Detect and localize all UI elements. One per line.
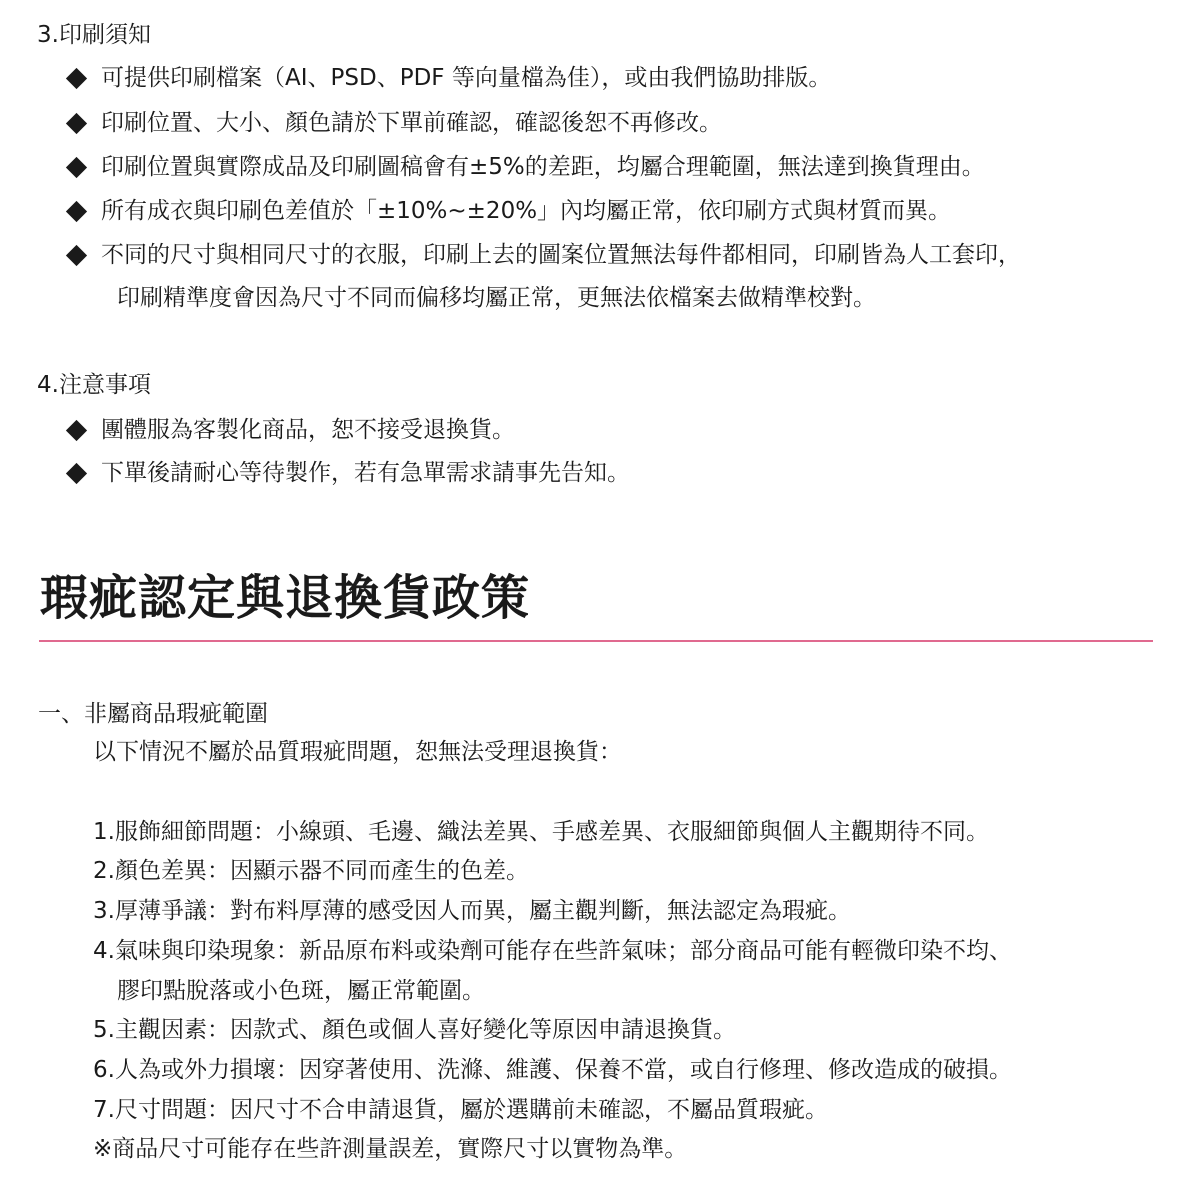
policy-item-continuation: 膠印點脫落或小色斑，屬正常範圍。: [117, 978, 485, 1004]
bullet-text: 印刷位置、大小、顏色請於下單前確認，確認後恕不再修改。: [101, 110, 722, 136]
bullet-text: 下單後請耐心等待製作，若有急單需求請事先告知。: [101, 460, 630, 486]
section3-bullet-continuation: 印刷精準度會因為尺寸不同而偏移均屬正常，更無法依檔案去做精準校對。: [117, 285, 876, 311]
diamond-bullet-icon: [66, 112, 87, 133]
section4-bullet: [64, 458, 630, 488]
section3-bullet: [64, 152, 985, 182]
section4-heading: 4.注意事項: [37, 372, 151, 398]
section3-bullet: [64, 63, 831, 93]
part1-heading: 一、非屬商品瑕疵範圍: [38, 701, 268, 727]
bullet-text: 可提供印刷檔案（AI、PSD、PDF 等向量檔為佳），或由我們協助排版。: [101, 65, 832, 91]
section3-bullet: [64, 196, 951, 226]
title-divider: [39, 640, 1153, 642]
policy-title: 瑕疵認定與退換貨政策: [40, 570, 531, 626]
diamond-bullet-icon: [66, 244, 87, 265]
part1-intro: 以下情況不屬於品質瑕疵問題，恕無法受理退換貨：: [93, 739, 622, 765]
diamond-bullet-icon: [66, 156, 87, 177]
policy-item: 4.氣味與印染現象：新品原布料或染劑可能存在些許氣味；部分商品可能有輕微印染不均、: [93, 938, 1012, 964]
policy-item: 3.厚薄爭議：對布料厚薄的感受因人而異，屬主觀判斷，無法認定為瑕疵。: [93, 898, 851, 924]
section3-heading: 3.印刷須知: [37, 22, 151, 48]
diamond-bullet-icon: [66, 67, 87, 88]
section4-bullet: [64, 415, 515, 445]
policy-item: 7.尺寸問題：因尺寸不合申請退貨，屬於選購前未確認，不屬品質瑕疵。: [93, 1097, 828, 1123]
section3-bullet: [64, 240, 1021, 270]
diamond-bullet-icon: [66, 419, 87, 440]
diamond-bullet-icon: [66, 200, 87, 221]
section3-bullet: [64, 108, 722, 138]
diamond-bullet-icon: [66, 462, 87, 483]
size-note: ※商品尺寸可能存在些許測量誤差，實際尺寸以實物為準。: [93, 1136, 688, 1162]
policy-item: 1.服飾細節問題：小線頭、毛邊、織法差異、手感差異、衣服細節與個人主觀期待不同。: [93, 819, 989, 845]
bullet-text: 不同的尺寸與相同尺寸的衣服，印刷上去的圖案位置無法每件都相同，印刷皆為人工套印，: [101, 242, 1021, 268]
policy-item: 2.顏色差異：因顯示器不同而產生的色差。: [93, 858, 529, 884]
bullet-text: 團體服為客製化商品，恕不接受退換貨。: [101, 417, 515, 443]
bullet-text: 所有成衣與印刷色差值於「±10%~±20%」內均屬正常，依印刷方式與材質而異。: [101, 198, 952, 224]
policy-item: 6.人為或外力損壞：因穿著使用、洗滌、維護、保養不當，或自行修理、修改造成的破損。: [93, 1057, 1012, 1083]
policy-item: 5.主觀因素：因款式、顏色或個人喜好變化等原因申請退換貨。: [93, 1017, 736, 1043]
bullet-text: 印刷位置與實際成品及印刷圖稿會有±5%的差距，均屬合理範圍，無法達到換貨理由。: [101, 154, 985, 180]
